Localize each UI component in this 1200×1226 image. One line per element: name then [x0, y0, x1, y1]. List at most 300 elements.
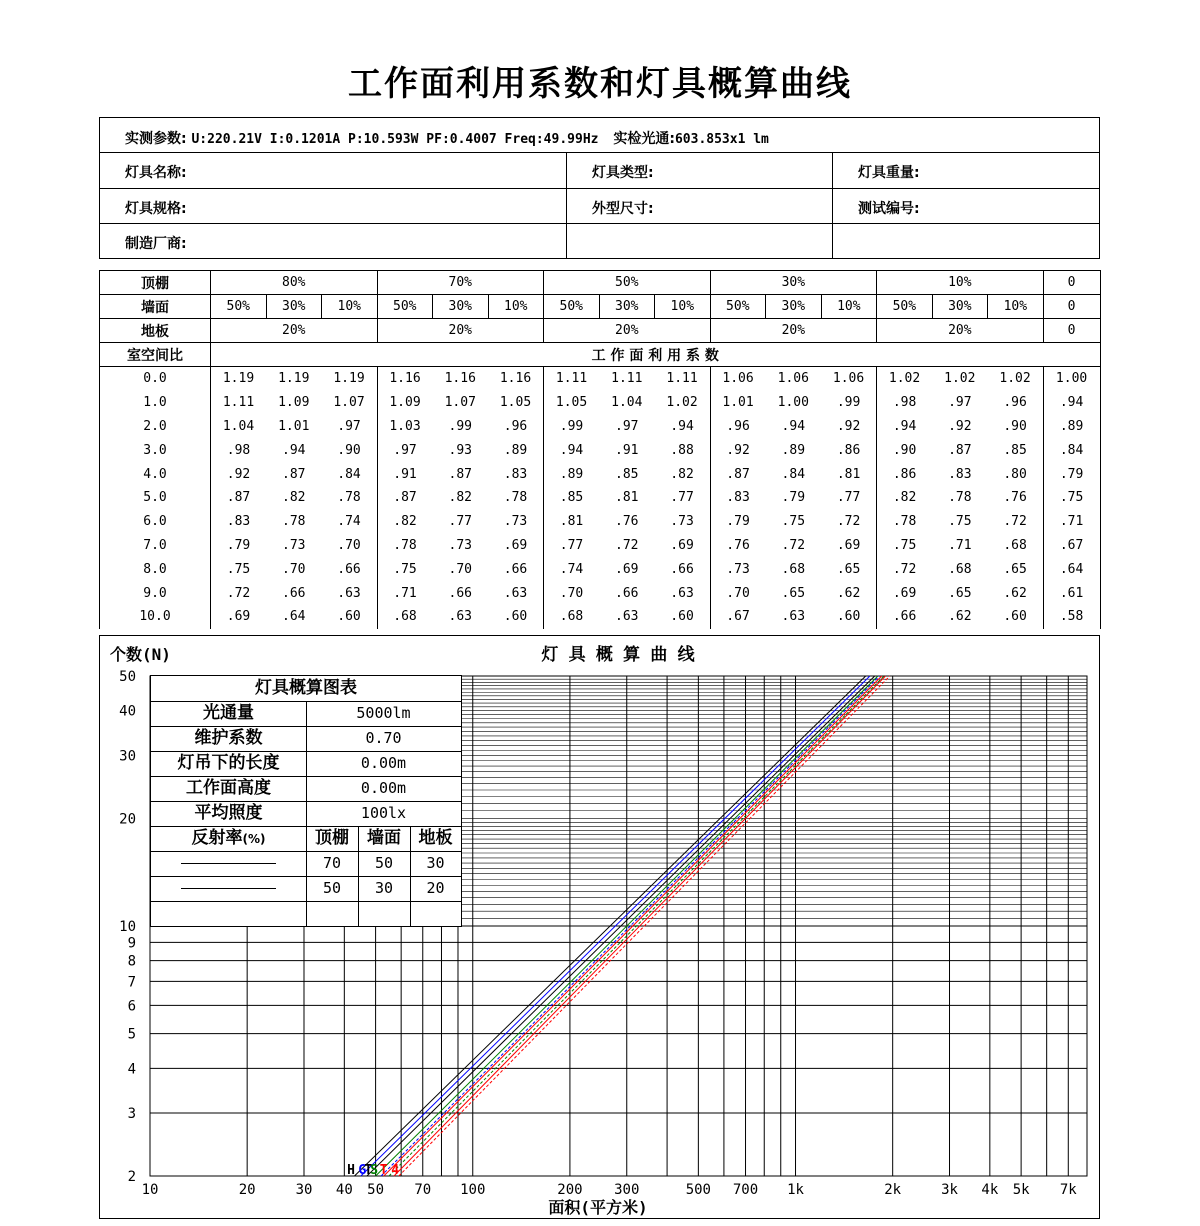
reflectance-label — [151, 826, 307, 852]
cu-cell: .81 — [544, 510, 600, 534]
wall-cell: 10% — [821, 295, 877, 319]
cu-cell: .98 — [877, 391, 933, 415]
cu-cell: .66 — [282, 585, 306, 601]
cu-cell: .91 — [615, 442, 639, 458]
cu-cell: .71 — [377, 581, 433, 605]
x-tick-label: 300 — [614, 1182, 640, 1198]
cu-cell: 1.00 — [777, 395, 809, 411]
wall-cell: 50% — [710, 295, 766, 319]
cu-cell: .76 — [988, 486, 1044, 510]
page-title: 工作面利用系数和灯具概算曲线 — [348, 64, 852, 104]
size-label: 外型尺寸: — [592, 201, 654, 217]
lamp-name-label: 灯具名称: — [125, 165, 187, 181]
cu-cell: .63 — [781, 609, 806, 625]
cu-cell: .89 — [781, 442, 806, 458]
y-tick-label: 10 — [119, 919, 136, 935]
estimate-table — [150, 675, 462, 927]
rcr-cell: 3.0 — [100, 438, 211, 462]
wall-cell: 10% — [322, 295, 378, 319]
cu-cell: .72 — [821, 510, 877, 534]
refl-cell: 50 — [358, 851, 411, 877]
cu-cell: .73 — [710, 557, 766, 581]
cu-cell: 1.06 — [710, 367, 766, 391]
estimate-value: 0.00m — [306, 776, 461, 802]
cu-cell: .81 — [615, 490, 639, 506]
cu-cell: .82 — [655, 462, 711, 486]
ceiling-10: 10% — [877, 271, 1044, 295]
refl-ceiling-head: 顶棚 — [306, 826, 359, 852]
cu-cell: 1.04 — [611, 395, 643, 411]
y-tick-label: 3 — [127, 1106, 136, 1123]
refl-floor-head: 地板 — [410, 826, 461, 852]
rcr-cell: 0.0 — [100, 367, 211, 391]
cu-cell: .61 — [1043, 581, 1100, 605]
cu-cell: .71 — [948, 537, 972, 553]
estimate-label: 工作面高度 — [151, 776, 307, 802]
cu-cell: .80 — [988, 462, 1044, 486]
wall-cell: 50% — [211, 295, 267, 319]
cu-cell: .75 — [877, 534, 933, 558]
curve-label: T — [364, 1163, 373, 1178]
cu-cell: .60 — [488, 605, 544, 629]
cu-cell: .76 — [615, 514, 639, 530]
wall-cell: 50% — [877, 295, 933, 319]
cu-cell: 1.07 — [444, 395, 476, 411]
cu-cell: .92 — [821, 415, 877, 439]
refl-cell: 30 — [358, 876, 411, 902]
cu-cell: .60 — [655, 605, 711, 629]
test-number-label: 测试编号: — [858, 201, 920, 217]
x-tick-label: 7k — [1059, 1182, 1077, 1198]
rcr-cell: 8.0 — [100, 557, 211, 581]
cu-cell: .72 — [781, 537, 806, 553]
floor-cell: 20% — [710, 319, 877, 343]
cu-cell: .94 — [544, 438, 600, 462]
cu-cell: .70 — [710, 581, 766, 605]
cu-cell: .84 — [1043, 438, 1100, 462]
estimate-table-title: 灯具概算图表 — [151, 676, 461, 702]
cu-cell: .96 — [710, 415, 766, 439]
cu-cell: .64 — [282, 609, 306, 625]
cu-cell: .88 — [655, 438, 711, 462]
cu-cell: 1.19 — [211, 367, 267, 391]
x-tick-label: 3k — [941, 1182, 958, 1198]
y-tick-label: 4 — [127, 1061, 136, 1078]
cu-cell: .69 — [615, 561, 639, 577]
chart-title: 灯 具 概 算 曲 线 — [541, 645, 695, 665]
cu-cell: .74 — [322, 510, 378, 534]
estimate-label: 光通量 — [151, 701, 307, 727]
y-tick-label: 8 — [127, 953, 136, 970]
cu-cell: .66 — [448, 585, 472, 601]
estimate-label: 平均照度 — [151, 801, 307, 827]
cu-cell: .99 — [821, 391, 877, 415]
cu-cell: .89 — [544, 462, 600, 486]
cu-cell: .67 — [710, 605, 766, 629]
cu-cell: .87 — [282, 466, 306, 482]
refl-empty — [358, 901, 411, 926]
y-tick-label: 9 — [127, 935, 136, 952]
estimate-label: 灯吊下的长度 — [151, 751, 307, 777]
cu-cell: .68 — [988, 534, 1044, 558]
x-tick-label: 30 — [295, 1182, 313, 1198]
cu-cell: .69 — [821, 534, 877, 558]
cu-cell: .99 — [448, 418, 472, 434]
wall-cell: 30% — [932, 295, 988, 319]
curve-label: H — [347, 1163, 355, 1178]
reflectance-unit: (%) — [242, 832, 266, 846]
wall-cell: 50% — [544, 295, 600, 319]
ceiling-70: 70% — [377, 271, 544, 295]
lamp-type-label: 灯具类型: — [592, 165, 654, 181]
cu-cell: .85 — [615, 466, 639, 482]
cu-cell: .78 — [322, 486, 378, 510]
reflectance-text: 反射率 — [191, 828, 243, 848]
cu-cell: .85 — [544, 486, 600, 510]
cu-cell: .92 — [948, 418, 972, 434]
ceiling-header: 顶棚 — [100, 271, 211, 295]
wall-cell: 50% — [377, 295, 433, 319]
x-tick-label: 10 — [141, 1182, 159, 1198]
refl-cell: 50 — [306, 876, 359, 902]
cu-cell: .94 — [282, 442, 306, 458]
cu-cell: .83 — [710, 486, 766, 510]
cu-cell: .78 — [877, 510, 933, 534]
cu-cell: .87 — [710, 462, 766, 486]
cu-cell: .89 — [488, 438, 544, 462]
chart-xlabel: 面积(平方米) — [548, 1198, 648, 1217]
cu-cell: .62 — [948, 609, 972, 625]
cu-cell: .98 — [211, 438, 267, 462]
cu-cell: 1.16 — [377, 367, 433, 391]
cu-cell: 1.11 — [611, 371, 643, 387]
cu-cell: .69 — [211, 605, 267, 629]
cu-title: 工 作 面 利 用 系 数 — [211, 343, 1101, 367]
refl-wall-head: 墙面 — [358, 826, 411, 852]
y-tick-label: 40 — [119, 703, 136, 720]
cu-cell: .62 — [988, 581, 1044, 605]
lamp-weight-label: 灯具重量: — [858, 165, 920, 181]
cu-cell: .71 — [1043, 510, 1100, 534]
cu-cell: .60 — [322, 605, 378, 629]
cu-cell: .94 — [655, 415, 711, 439]
cu-cell: .94 — [877, 415, 933, 439]
floor-cell: 20% — [544, 319, 711, 343]
x-tick-label: 200 — [557, 1182, 583, 1198]
cu-cell: .72 — [615, 537, 639, 553]
legend-line-1 — [151, 851, 307, 877]
cu-cell: 1.09 — [377, 391, 433, 415]
cu-cell: 1.16 — [444, 371, 476, 387]
cu-cell: .79 — [211, 534, 267, 558]
cu-cell: 1.05 — [544, 391, 600, 415]
cu-cell: .82 — [377, 510, 433, 534]
cu-cell: .77 — [544, 534, 600, 558]
cu-cell: .66 — [877, 605, 933, 629]
curve-label: 4 — [391, 1163, 400, 1178]
cu-cell: 1.16 — [488, 367, 544, 391]
manufacturer-label: 制造厂商: — [125, 236, 187, 252]
cu-cell: .75 — [211, 557, 267, 581]
cu-cell: 1.02 — [988, 367, 1044, 391]
ceiling-0: 0 — [1043, 271, 1100, 295]
refl-empty — [306, 901, 359, 926]
cu-cell: .81 — [821, 462, 877, 486]
cu-cell: .63 — [448, 609, 472, 625]
cu-cell: .84 — [322, 462, 378, 486]
cu-cell: .78 — [948, 490, 972, 506]
y-tick-label: 50 — [119, 669, 136, 685]
cu-cell: .86 — [877, 462, 933, 486]
wall-header: 墙面 — [100, 295, 211, 319]
cu-cell: .78 — [488, 486, 544, 510]
cu-cell: 1.06 — [821, 367, 877, 391]
cu-cell: .60 — [821, 605, 877, 629]
x-tick-label: 700 — [732, 1182, 759, 1198]
cu-cell: .86 — [821, 438, 877, 462]
cu-cell: 1.07 — [322, 391, 378, 415]
cu-cell: .70 — [322, 534, 378, 558]
legend-empty — [151, 901, 307, 926]
cu-cell: .97 — [322, 415, 378, 439]
chart-ylabel: 个数(N) — [110, 645, 171, 664]
cu-cell: .83 — [211, 510, 267, 534]
cu-cell: .66 — [322, 557, 378, 581]
cu-cell: 1.04 — [211, 415, 267, 439]
cu-cell: .70 — [544, 581, 600, 605]
cu-cell: .79 — [1043, 462, 1100, 486]
cu-cell: .68 — [544, 605, 600, 629]
cu-cell: .87 — [377, 486, 433, 510]
cu-cell: .75 — [948, 514, 972, 530]
floor-cell: 0 — [1043, 319, 1100, 343]
x-tick-label: 5k — [1012, 1182, 1030, 1198]
y-tick-label: 30 — [119, 748, 136, 765]
ceiling-30: 30% — [710, 271, 877, 295]
cu-cell: .68 — [948, 561, 972, 577]
cu-cell: .82 — [282, 490, 306, 506]
rcr-cell: 1.0 — [100, 391, 211, 415]
x-tick-label: 40 — [335, 1182, 353, 1198]
cu-cell: .83 — [488, 462, 544, 486]
ceiling-50: 50% — [544, 271, 711, 295]
cu-cell: .63 — [615, 609, 639, 625]
cu-cell: .85 — [988, 438, 1044, 462]
estimate-label: 维护系数 — [151, 726, 307, 752]
cu-cell: .66 — [615, 585, 639, 601]
cu-cell: .90 — [877, 438, 933, 462]
cu-cell: 1.02 — [944, 371, 976, 387]
cu-cell: .77 — [448, 514, 472, 530]
cu-cell: .79 — [710, 510, 766, 534]
cu-cell: 1.00 — [1043, 367, 1100, 391]
cu-cell: .96 — [488, 415, 544, 439]
wall-cell: 10% — [655, 295, 711, 319]
cu-cell: .87 — [448, 466, 472, 482]
cu-cell: .68 — [377, 605, 433, 629]
y-tick-label: 20 — [119, 811, 136, 828]
cu-cell: .73 — [488, 510, 544, 534]
cu-cell: .84 — [781, 466, 806, 482]
cu-cell: .67 — [1043, 534, 1100, 558]
cu-cell: .92 — [211, 462, 267, 486]
cu-cell: .77 — [655, 486, 711, 510]
cu-cell: .97 — [377, 438, 433, 462]
cu-cell: .74 — [544, 557, 600, 581]
cu-cell: .73 — [655, 510, 711, 534]
cu-cell: .63 — [655, 581, 711, 605]
floor-header: 地板 — [100, 319, 211, 343]
cu-cell: .65 — [988, 557, 1044, 581]
cu-cell: 1.09 — [278, 395, 310, 411]
refl-cell: 30 — [410, 851, 461, 877]
cu-cell: .70 — [282, 561, 306, 577]
cu-cell: 1.19 — [278, 371, 310, 387]
cu-cell: .64 — [1043, 557, 1100, 581]
x-tick-label: 70 — [414, 1182, 432, 1198]
cu-cell: .75 — [1043, 486, 1100, 510]
wall-cell: 0 — [1043, 295, 1100, 319]
cu-cell: 1.01 — [278, 418, 310, 434]
cu-cell: .97 — [948, 395, 972, 411]
cu-cell: .72 — [877, 557, 933, 581]
lamp-spec-label: 灯具规格: — [125, 201, 187, 217]
cu-cell: .63 — [488, 581, 544, 605]
x-tick-label: 1k — [787, 1182, 804, 1198]
rcr-cell: 5.0 — [100, 486, 211, 510]
cu-cell: .66 — [488, 557, 544, 581]
cu-cell: .90 — [322, 438, 378, 462]
estimate-value: 0.00m — [306, 751, 461, 777]
cu-cell: .77 — [821, 486, 877, 510]
cu-cell: .90 — [988, 415, 1044, 439]
cu-cell: .72 — [211, 581, 267, 605]
y-tick-label: 2 — [127, 1169, 136, 1185]
cu-cell: 1.11 — [544, 367, 600, 391]
cu-cell: .78 — [377, 534, 433, 558]
cu-cell: .75 — [781, 514, 806, 530]
cu-cell: .83 — [948, 466, 972, 482]
measured-value: U:220.21V I:0.1201A P:10.593W PF:0.4007 Freq:49.99Hz — [191, 132, 599, 147]
ceiling-80: 80% — [211, 271, 378, 295]
refl-cell: 20 — [410, 876, 461, 902]
cu-cell: 1.02 — [655, 391, 711, 415]
flux-label: 实检光通: — [613, 131, 675, 147]
cu-cell: 1.01 — [710, 391, 766, 415]
rcr-cell: 10.0 — [100, 605, 211, 629]
rcr-header: 室空间比 — [100, 343, 211, 367]
x-tick-label: 2k — [884, 1182, 902, 1198]
cu-cell: .69 — [655, 534, 711, 558]
cu-cell: .65 — [821, 557, 877, 581]
cu-cell: .82 — [877, 486, 933, 510]
wall-cell: 30% — [766, 295, 822, 319]
estimate-value: 100lx — [306, 801, 461, 827]
floor-cell: 20% — [211, 319, 378, 343]
cu-cell: .91 — [377, 462, 433, 486]
estimate-value: 5000lm — [306, 701, 461, 727]
flux-value: 603.853x1 lm — [674, 132, 769, 147]
cu-cell: .89 — [1043, 415, 1100, 439]
curve-label: G — [358, 1163, 367, 1178]
x-tick-label: 4k — [981, 1182, 999, 1198]
cu-cell: .65 — [948, 585, 972, 601]
cu-cell: .87 — [211, 486, 267, 510]
cu-cell: .68 — [781, 561, 806, 577]
cu-cell: .73 — [448, 537, 472, 553]
cu-cell: .60 — [988, 605, 1044, 629]
cu-cell: 1.06 — [777, 371, 809, 387]
cu-cell: .62 — [821, 581, 877, 605]
cu-cell: 1.02 — [877, 367, 933, 391]
x-tick-label: 20 — [238, 1182, 256, 1198]
cu-cell: .69 — [488, 534, 544, 558]
cu-cell: .82 — [448, 490, 472, 506]
estimate-value: 0.70 — [306, 726, 461, 752]
cu-cell: .66 — [655, 557, 711, 581]
cu-cell: .58 — [1043, 605, 1100, 629]
cu-cell: 1.19 — [322, 367, 378, 391]
cu-cell: .79 — [781, 490, 806, 506]
rcr-cell: 9.0 — [100, 581, 211, 605]
wall-cell: 30% — [266, 295, 322, 319]
cu-cell: .97 — [615, 418, 639, 434]
cu-cell: 1.03 — [377, 415, 433, 439]
cu-cell: .92 — [710, 438, 766, 462]
x-tick-label: 100 — [460, 1182, 486, 1198]
measured-label: 实测参数: — [125, 131, 187, 147]
y-tick-label: 7 — [127, 974, 136, 991]
refl-cell: 70 — [306, 851, 359, 877]
cu-cell: .65 — [781, 585, 806, 601]
wall-cell: 10% — [988, 295, 1044, 319]
curve-label: T — [379, 1163, 388, 1178]
rcr-cell: 2.0 — [100, 415, 211, 439]
cu-cell: .78 — [282, 514, 306, 530]
y-tick-label: 5 — [127, 1026, 136, 1043]
wall-cell: 30% — [433, 295, 489, 319]
legend-line-2 — [151, 876, 307, 902]
floor-cell: 20% — [377, 319, 544, 343]
cu-cell: 1.05 — [488, 391, 544, 415]
y-tick-label: 6 — [127, 998, 136, 1015]
cu-cell: .76 — [710, 534, 766, 558]
x-tick-label: 500 — [685, 1182, 712, 1198]
cu-cell: 1.11 — [211, 391, 267, 415]
floor-cell: 20% — [877, 319, 1044, 343]
wall-cell: 10% — [488, 295, 544, 319]
x-tick-label: 50 — [367, 1182, 385, 1198]
cu-cell: .70 — [448, 561, 472, 577]
cu-cell: .99 — [544, 415, 600, 439]
cu-cell: .73 — [282, 537, 306, 553]
cu-cell: .75 — [377, 557, 433, 581]
cu-cell: 1.11 — [655, 367, 711, 391]
cu-cell: .72 — [988, 510, 1044, 534]
curve-label: S — [370, 1163, 379, 1178]
cu-cell: .96 — [988, 391, 1044, 415]
cu-cell: .87 — [948, 442, 972, 458]
rcr-cell: 6.0 — [100, 510, 211, 534]
cu-cell: .69 — [877, 581, 933, 605]
rcr-cell: 7.0 — [100, 534, 211, 558]
rcr-cell: 4.0 — [100, 462, 211, 486]
cu-cell: .94 — [781, 418, 806, 434]
wall-cell: 30% — [599, 295, 655, 319]
cu-cell: .63 — [322, 581, 378, 605]
cu-cell: .94 — [1043, 391, 1100, 415]
cu-cell: .93 — [448, 442, 472, 458]
